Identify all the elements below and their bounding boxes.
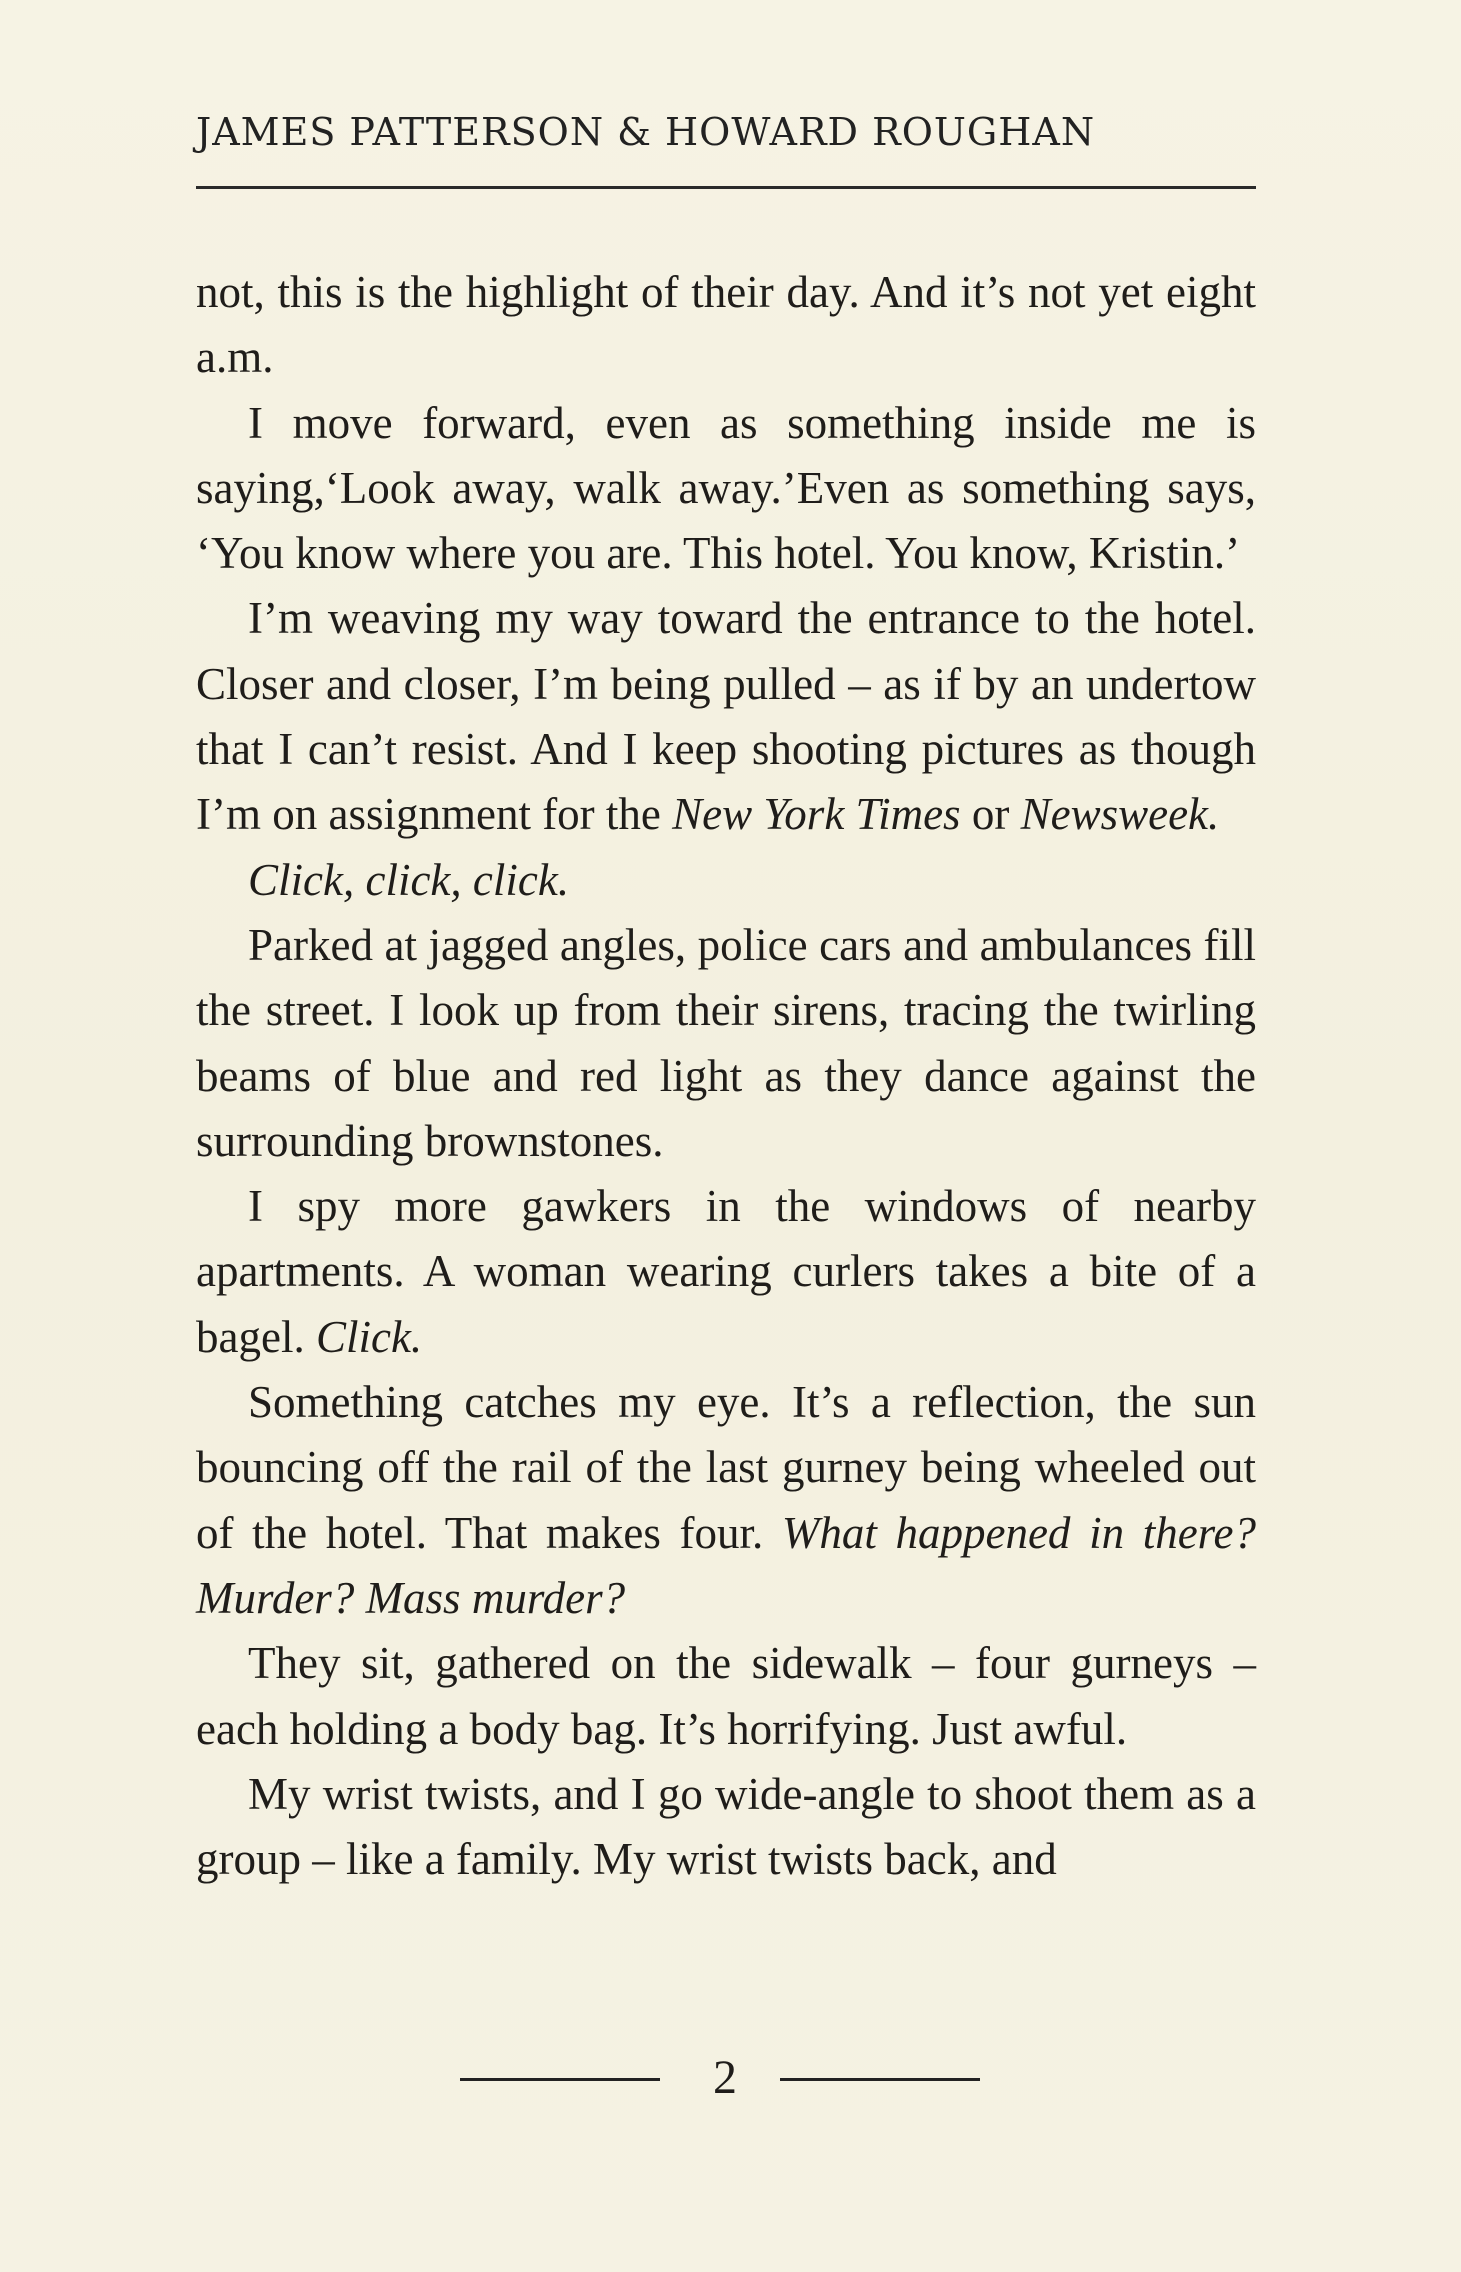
paragraph bbox=[196, 1370, 1256, 1631]
page-number: 2 bbox=[713, 2051, 737, 2104]
running-head: JAMES PATTERSON & HOWARD ROUGHAN bbox=[196, 110, 1096, 154]
footer-rule-right bbox=[780, 2078, 980, 2081]
italic-text: Click. bbox=[315, 1311, 423, 1362]
paragraph: not, this is the highlight of their day. And it’s not yet eight a.m. bbox=[196, 267, 1256, 383]
italic-text: What happened in there? Murder? Mass murder? bbox=[196, 1507, 1256, 1623]
paragraph-text: Something catches my eye. It’s a reflection, the sun bouncing off the rail of the last gurney being wheeled out of the hotel. That makes four. bbox=[196, 1377, 1256, 1558]
paragraph: Parked at jagged angles, police cars and ambulances fill the street. I look up from their sirens, tracing the twirling beams of blue and red light as they dance against the surrounding brownstones. bbox=[196, 919, 1256, 1166]
italic-text: New York Times bbox=[672, 789, 961, 840]
paragraph-text: I’m weaving my way toward the entrance to the hotel. Closer and closer, I’m being pulled – as if by an undertow that I can’t resist. And I keep shooting pictures as though I’m on assignment for the bbox=[196, 593, 1256, 840]
paragraph bbox=[196, 1174, 1256, 1370]
italic-text: Newsweek. bbox=[1020, 789, 1220, 840]
paragraph bbox=[196, 586, 1256, 847]
paragraph: Click, click, click. bbox=[248, 854, 570, 905]
paragraph: My wrist twists, and I go wide-angle to shoot them as a group – like a family. My wrist twists back, and bbox=[196, 1768, 1256, 1885]
header-divider bbox=[196, 186, 1256, 189]
paragraph-text: I spy more gawkers in the windows of nearby apartments. A woman wearing curlers takes a bite of a bagel. bbox=[196, 1181, 1256, 1362]
footer-rule-left bbox=[460, 2078, 660, 2081]
paragraph: I move forward, even as something inside me is saying,‘Look away, walk away.’Even as something says, ‘You know where you are. This hotel. You know, Kristin.’ bbox=[196, 397, 1256, 579]
paragraph-text: or bbox=[960, 789, 1021, 840]
page-footer bbox=[0, 2050, 1461, 2110]
body-text bbox=[196, 260, 1256, 1892]
paragraph: They sit, gathered on the sidewalk – four gurneys – each holding a body bag. It’s horrifying. Just awful. bbox=[196, 1638, 1256, 1754]
